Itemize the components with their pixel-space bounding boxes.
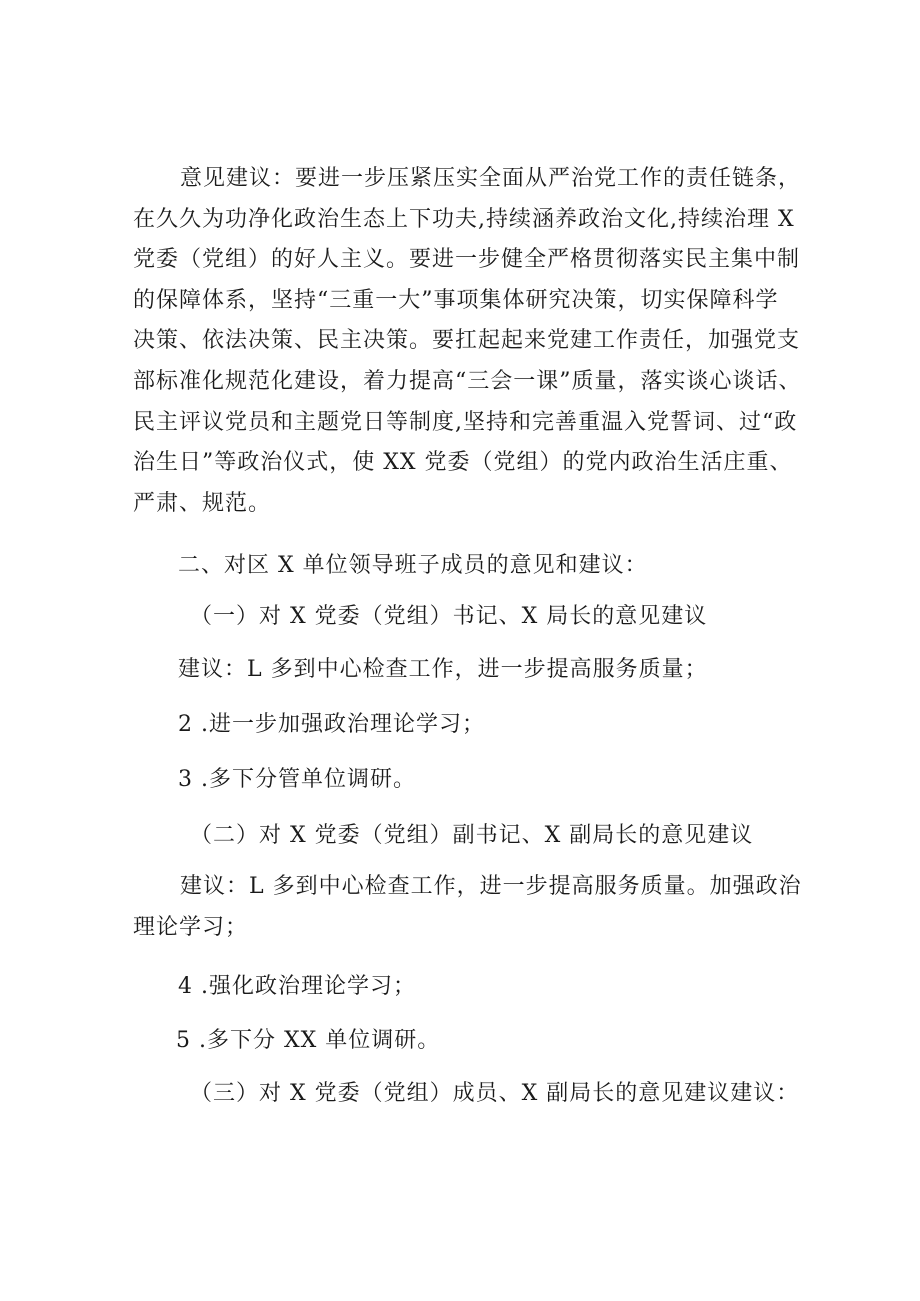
text-line: 民主评议党员和主题党日等制度,坚持和完善重温入党誓词、过“政 <box>133 409 798 435</box>
text-line: 部标准化规范化建设，着力提高“三会一课”质量，落实谈心谈话、 <box>133 368 802 394</box>
suggestion-item: 4 .强化政治理论学习； <box>178 974 416 999</box>
text-line: 决策、依法决策、民主决策。要扛起起来党建工作责任，加强党支 <box>133 328 801 354</box>
text-line: 意见建议：要进一步压紧压实全面从严治党工作的责任链条， <box>180 166 802 191</box>
text-line: 的保障体系，坚持“三重一大”事项集体研究决策，切实保障科学 <box>133 287 779 313</box>
suggestion-item: 5 .多下分 XX 单位调研。 <box>176 1028 441 1053</box>
subsection-heading: （一）对 X 党委（党组）书记、X 局长的意见建议 <box>190 604 708 629</box>
suggestion-item: 2 .进一步加强政治理论学习； <box>178 712 485 737</box>
text-line: 在久久为功净化政治生态上下功夫,持续涵养政治文化,持续治理 X <box>133 206 795 232</box>
text-line: 严肃、规范。 <box>133 490 272 516</box>
text-line: 治生日”等政治仪式，使 XX 党委（党组）的党内政治生活庄重、 <box>133 450 793 476</box>
section-heading: 二、对区 X 单位领导班子成员的意见和建议： <box>178 553 648 578</box>
text-line: 党委（党组）的好人主义。要进一步健全严格贯彻落实民主集中制 <box>133 247 801 273</box>
suggestion-item <box>133 867 802 948</box>
text-line: 理论学习； <box>133 914 249 940</box>
text-line: 建议：L 多到中心检查工作，进一步提高服务质量。加强政治 <box>180 874 802 899</box>
subsection-heading: （二）对 X 党委（党组）副书记、X 副局长的意见建议 <box>190 823 754 848</box>
suggestion-item: 建议：L 多到中心检查工作，进一步提高服务质量； <box>178 657 708 682</box>
opinion-paragraph <box>133 159 802 524</box>
subsection-heading: （三）对 X 党委（党组）成员、X 副局长的意见建议建议： <box>190 1081 800 1106</box>
suggestion-item: 3 .多下分管单位调研。 <box>178 767 416 792</box>
